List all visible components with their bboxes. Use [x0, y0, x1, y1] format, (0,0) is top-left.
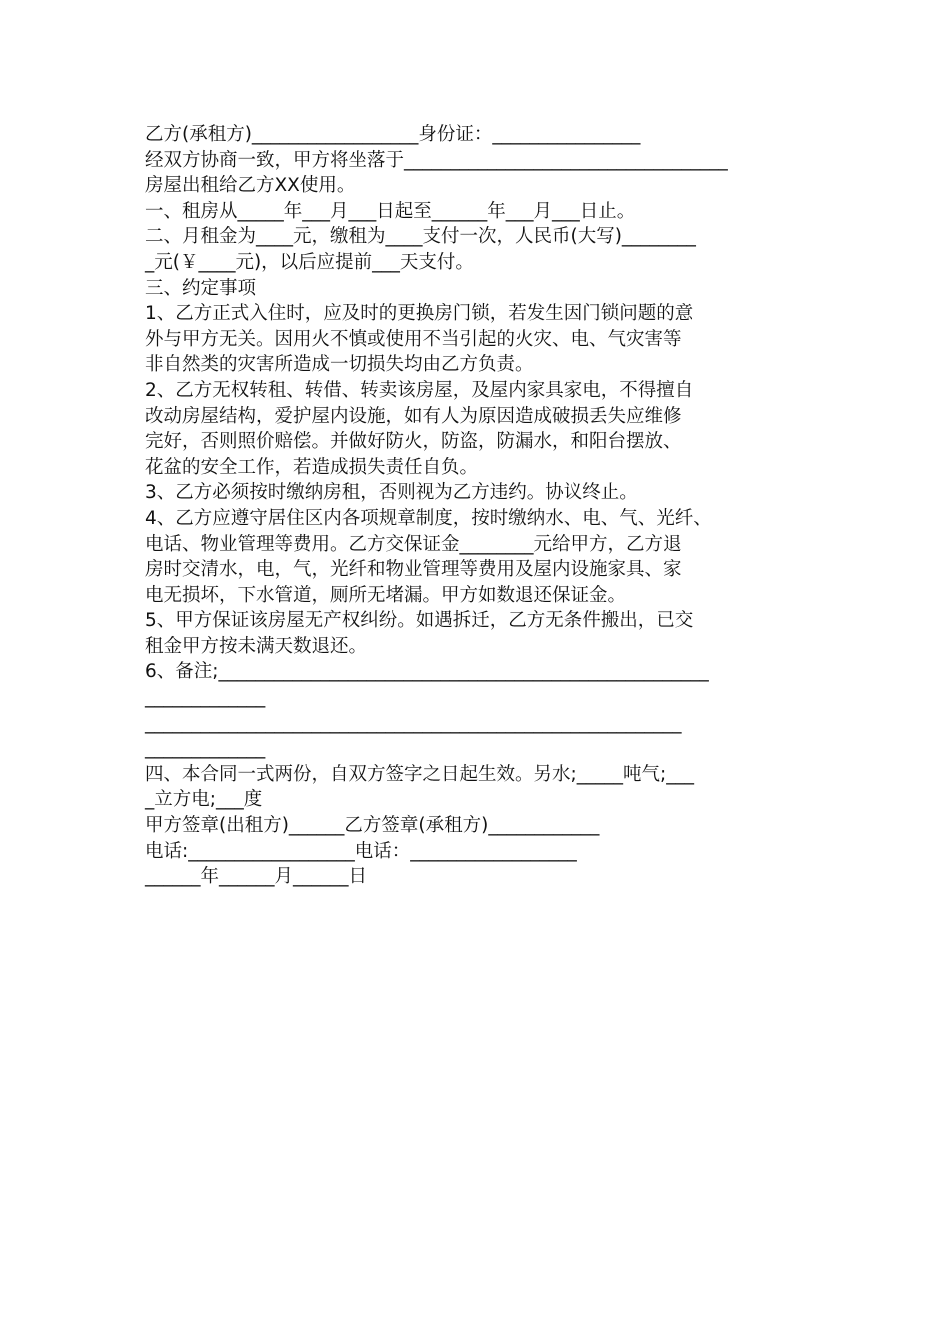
clause-4-line-4: 电无损坏，下水管道，厕所无堵漏。甲方如数退还保证金。 [145, 584, 627, 606]
clause-4-line-3: 房时交清水，电，气，光纤和物业管理等费用及屋内设施家具、家 [145, 559, 682, 581]
property-use-line: 房屋出租给乙方XX使用。 [145, 175, 356, 197]
section-3-heading: 三、约定事项 [145, 277, 257, 299]
clause-1-line-3: 非自然类的灾害所造成一切损失均由乙方负责。 [145, 354, 534, 376]
clause-2-line-3: 完好，否则照价赔偿。并做好防火，防盗，防漏水，和阳台摆放、 [145, 431, 682, 453]
date-line: ______年______月______日 [145, 866, 368, 888]
clause-5-line-2: 租金甲方按未满天数退还。 [145, 635, 368, 657]
clause-5-line-1: 5、甲方保证该房屋无产权纠纷。如遇拆迁，乙方无条件搬出，已交 [145, 610, 694, 632]
phone-line: 电话:__________________电话：__________________ [145, 840, 577, 862]
contract-page [145, 122, 813, 890]
clause-4-line-2: 电话、物业管理等费用。乙方交保证金________元给甲方，乙方退 [145, 533, 682, 555]
signatures-line: 甲方签章(出租方)______乙方签章(承租方)____________ [145, 815, 600, 837]
clause-2-line-4: 花盆的安全工作，若造成损失责任自负。 [145, 456, 479, 478]
section-2-rent: 二、月租金为____元，缴租为____支付一次，人民币(大写)________ [145, 226, 696, 248]
clause-3: 3、乙方必须按时缴纳房租，否则视为乙方违约。协议终止。 [145, 482, 638, 504]
property-location-line: 经双方协商一致，甲方将坐落于___________________________________ [145, 149, 728, 171]
section-2-rent-cont: _元(￥____元)，以后应提前___天支付。 [145, 251, 474, 273]
clause-4-line-1: 4、乙方应遵守居住区内各项规章制度，按时缴纳水、电、气、光纤、 [145, 507, 712, 529]
clause-6-remarks: 6、备注;_____________________________________________________ [145, 661, 709, 683]
remarks-blank-2: __________________________________________________________ [145, 712, 682, 734]
clause-2-line-1: 2、乙方无权转租、转借、转卖该房屋，及屋内家具家电，不得擅自 [145, 379, 694, 401]
remarks-blank-3: _____________ [145, 738, 266, 760]
section-1-term: 一、租房从_____年___月___日起至______年___月___日止。 [145, 200, 636, 222]
clause-2-line-2: 改动房屋结构，爱护屋内设施，如有人为原因造成破损丢失应维修 [145, 405, 682, 427]
tenant-id-line: 乙方(承租方)__________________身份证：________________ [145, 124, 641, 145]
remarks-blank-1: _____________ [145, 687, 266, 709]
section-4-validity-cont: _立方电;___度 [145, 789, 263, 811]
clause-1-line-1: 1、乙方正式入住时，应及时的更换房门锁，若发生因门锁问题的意 [145, 303, 694, 325]
clause-1-line-2: 外与甲方无关。因用火不慎或使用不当引起的火灾、电、气灾害等 [145, 328, 682, 350]
section-4-validity: 四、本合同一式两份，自双方签字之日起生效。另水;_____吨气;___ [145, 763, 694, 785]
